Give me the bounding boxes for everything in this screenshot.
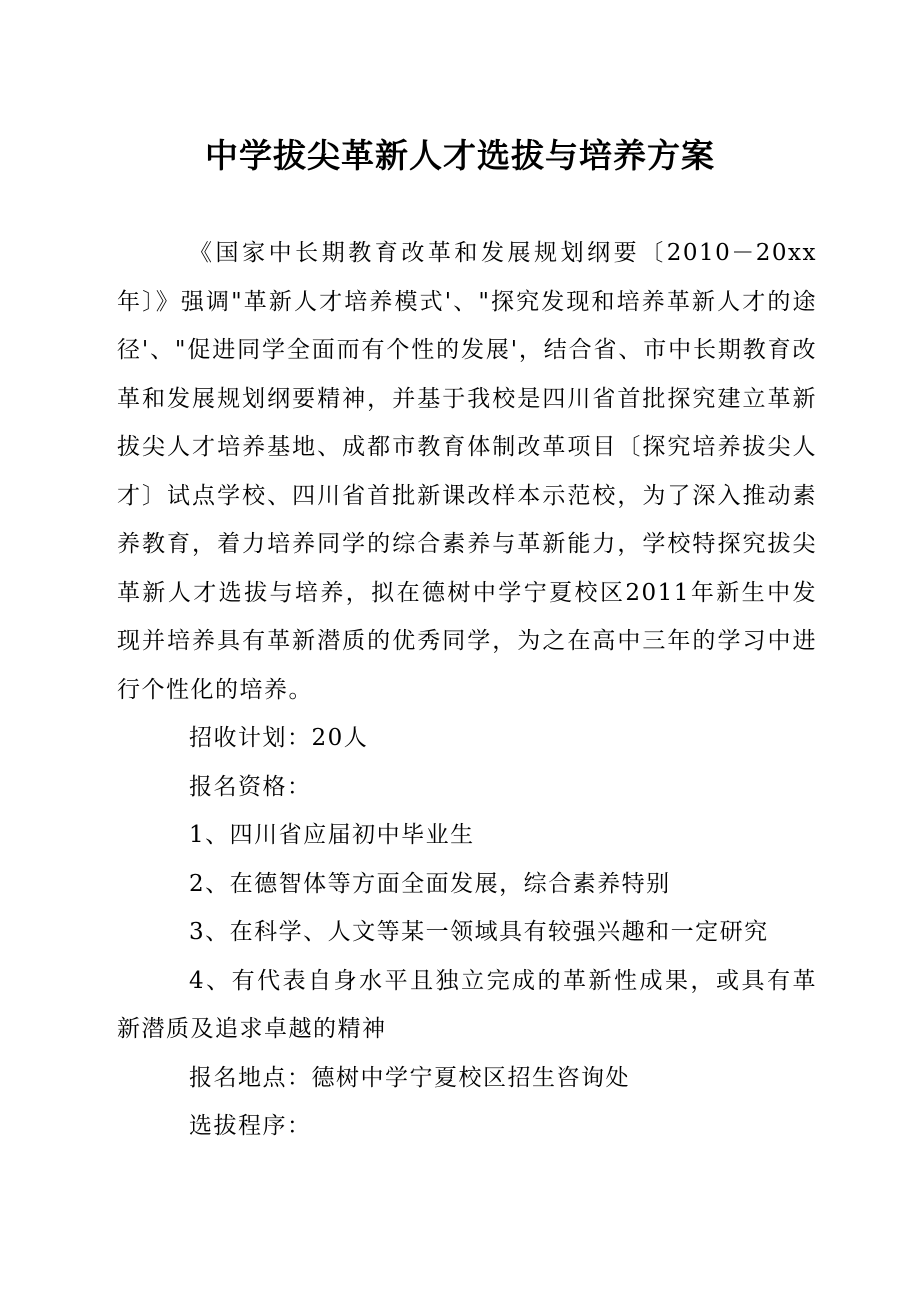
document-body — [117, 229, 817, 1151]
registration-location: 报名地点：德树中学宁夏校区招生咨询处 — [189, 1064, 630, 1091]
eligibility-item-3: 3、在科学、人文等某一领域具有较强兴趣和一定研究 — [189, 919, 769, 945]
intro-paragraph: 《国家中长期教育改革和发展规划纲要〔2010－20xx年〕》强调"革新人才培养模式'、"探究发现和培养革新人才的途径'、"促进同学全面而有个性的发展'，结合省、市中长期教育改革和发展规划纲要精神，并基于我校是四川省首批探究建立革新拔尖人才培养基地、成都市教育体制改革项目〔探究培养拔尖人才〕试点学校、四川省首批新课改样本示范校，为了深入推动素养教育，着力培养同学的综合素养与革新能力，学校特探究拔尖革新人才选拔与培养，拟在德树中学宁夏校区2011年新生中发现并培养具有革新潜质的优秀同学，为之在高中三年的学习中进行个性化的培养。 — [117, 240, 817, 703]
eligibility-item-4: 4、有代表自身水平且独立完成的革新性成果，或具有革新潜质及追求卓越的精神 — [117, 967, 817, 1042]
document-title: 中学拔尖革新人才选拔与培养方案 — [205, 136, 715, 175]
enrollment-plan: 招收计划：20人 — [189, 725, 369, 751]
eligibility-heading: 报名资格： — [189, 773, 312, 800]
eligibility-item-1: 1、四川省应届初中毕业生 — [189, 822, 475, 848]
eligibility-item-2: 2、在德智体等方面全面发展，综合素养特别 — [189, 870, 671, 897]
selection-procedure-heading: 选拔程序： — [189, 1113, 312, 1139]
